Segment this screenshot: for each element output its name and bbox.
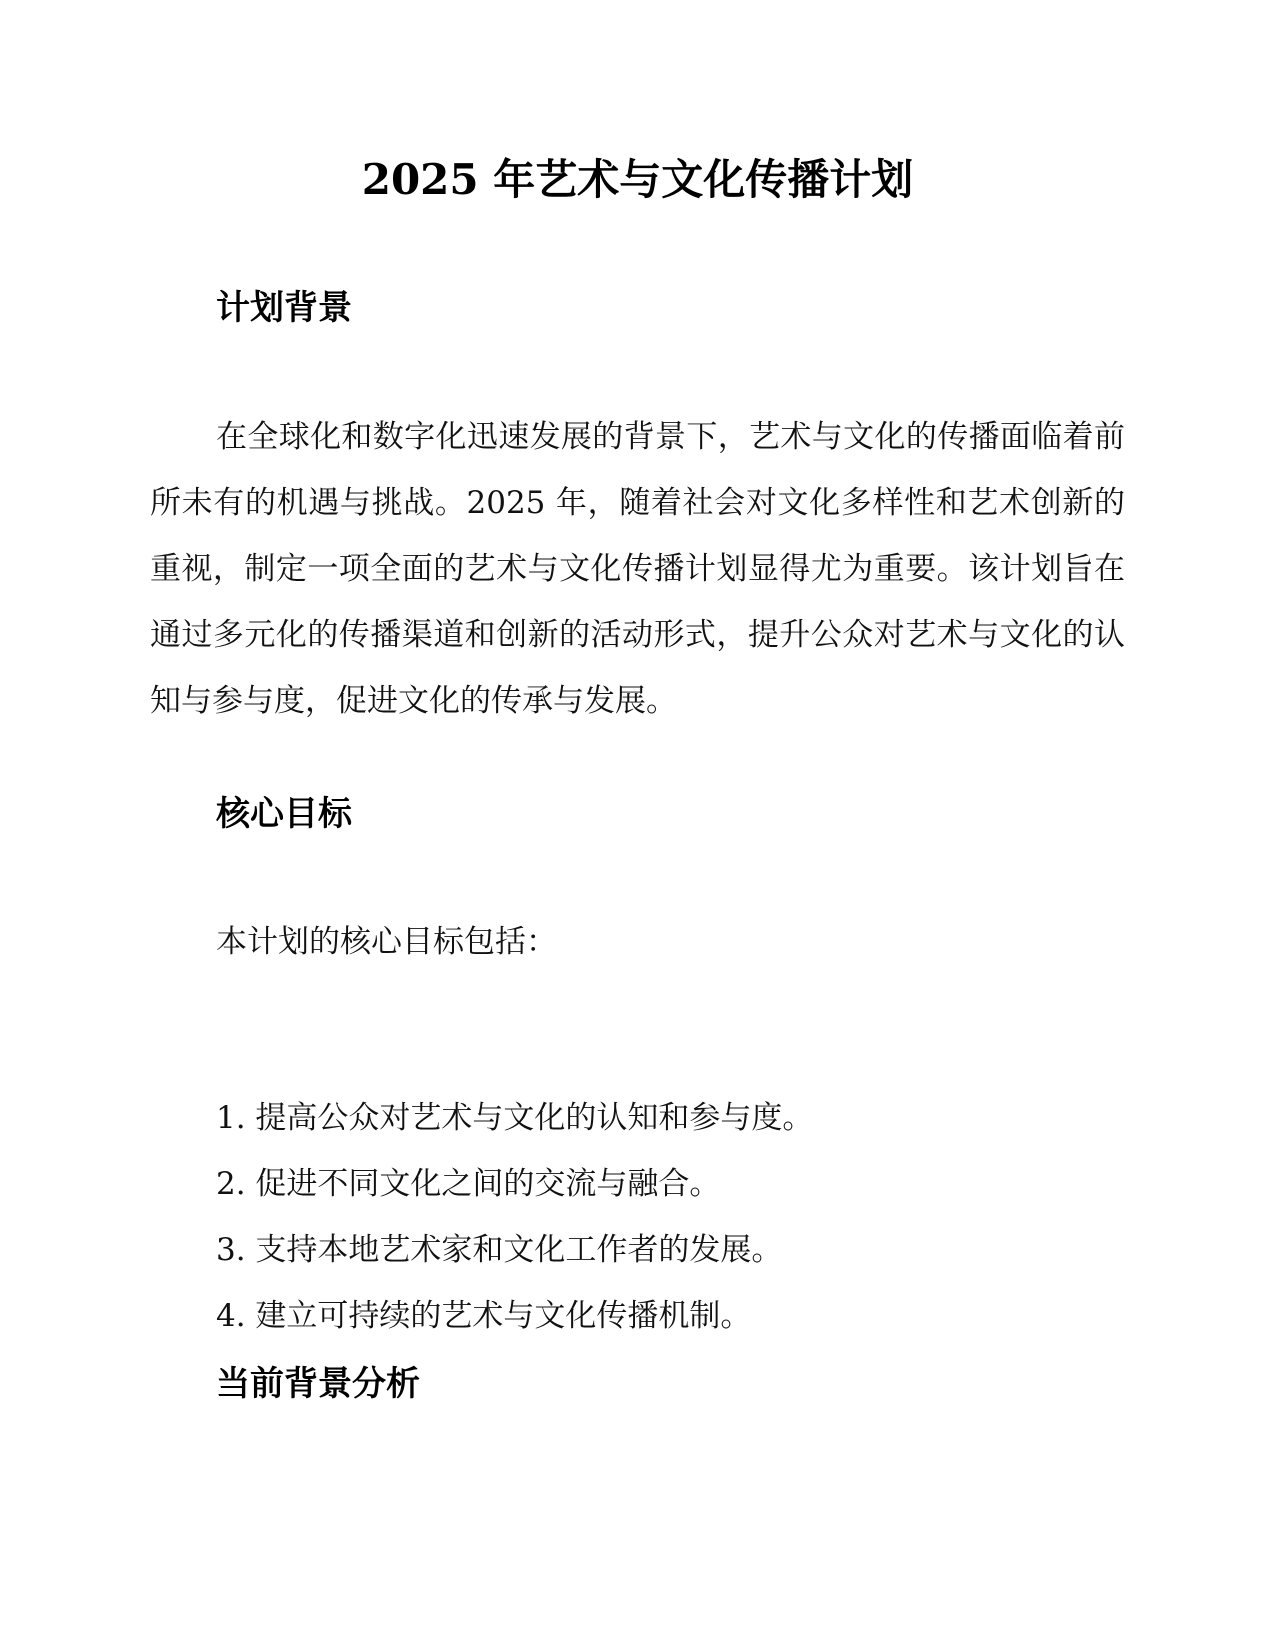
section-heading-current-analysis: 当前背景分析 bbox=[216, 1364, 420, 1404]
section-heading-core-goals: 核心目标 bbox=[216, 794, 352, 834]
goal-item: 2. 促进不同文化之间的交流与融合。 bbox=[216, 1166, 721, 1202]
goal-item: 3. 支持本地艺术家和文化工作者的发展。 bbox=[216, 1232, 783, 1268]
goal-item: 1. 提高公众对艺术与文化的认知和参与度。 bbox=[216, 1100, 814, 1136]
section-heading-background: 计划背景 bbox=[216, 288, 352, 328]
background-paragraph: 在全球化和数字化迅速发展的背景下，艺术与文化的传播面临着前所未有的机遇与挑战。2025 年，随着社会对文化多样性和艺术创新的重视，制定一项全面的艺术与文化传播计划显得尤为重要。该计划旨在通过多元化的传播渠道和创新的活动形式，提升公众对艺术与文化的认知与参与度，促进文化的传承与发展。 bbox=[150, 419, 1125, 719]
core-goals-intro: 本计划的核心目标包括： bbox=[216, 924, 557, 960]
goal-item: 4. 建立可持续的艺术与文化传播机制。 bbox=[216, 1298, 752, 1334]
core-goals-list bbox=[216, 1096, 813, 1360]
document-title: 2025 年艺术与文化传播计划 bbox=[361, 155, 914, 204]
